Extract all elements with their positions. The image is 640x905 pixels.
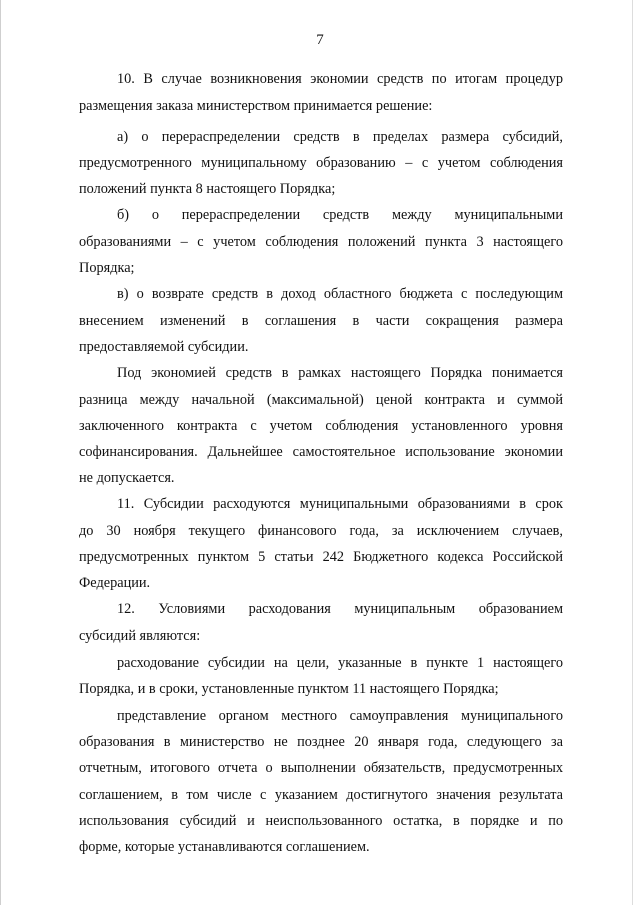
condition-2-line-1: представление органом местного самоуправления муниципального [117, 708, 563, 724]
condition-2-line-6: форме, которые устанавливаются соглашением. [79, 839, 370, 855]
item-11-line-3: предусмотренных пунктом 5 статьи 242 Бюджетного кодекса Российской [79, 549, 563, 565]
condition-1-line-2: Порядка, и в сроки, установленные пунктом 11 настоящего Порядка; [79, 681, 499, 697]
condition-2-line-3: отчетным, итогового отчета о выполнении обязательств, предусмотренных [79, 760, 563, 776]
subitem-v-line-1: в) о возврате средств в доход областного бюджета с последующим [117, 286, 563, 302]
economy-line-5: не допускается. [79, 470, 175, 486]
subitem-b-line-2: образованиями – с учетом соблюдения положений пункта 3 настоящего [79, 234, 563, 250]
subitem-b-line-3: Порядка; [79, 260, 135, 276]
item-12-line-2: субсидий являются: [79, 628, 201, 644]
economy-line-2: разница между начальной (максимальной) ценой контракта и суммой [79, 392, 563, 408]
item-11-line-2: до 30 ноября текущего финансового года, за исключением случаев, [79, 523, 563, 539]
item-11-line-1: 11. Субсидии расходуются муниципальными образованиями в срок [117, 496, 563, 512]
item-12-line-1: 12. Условиями расходования муниципальным образованием [117, 601, 563, 617]
subitem-b-line-1: б) о перераспределении средств между муниципальными [117, 207, 563, 223]
subitem-a-line-1: а) о перераспределении средств в пределах размера субсидий, [117, 129, 563, 145]
subitem-v-line-3: предоставляемой субсидии. [79, 339, 249, 355]
condition-1-line-1: расходование субсидии на цели, указанные в пункте 1 настоящего [117, 655, 563, 671]
subitem-a-line-3: положений пункта 8 настоящего Порядка; [79, 181, 336, 197]
condition-2-line-2: образования в министерство не позднее 20 января года, следующего за [79, 734, 563, 750]
economy-line-3: заключенного контракта с учетом соблюдения установленного уровня [79, 418, 563, 434]
scan-left-edge [0, 0, 1, 905]
economy-line-1: Под экономией средств в рамках настоящего Порядка понимается [117, 365, 563, 381]
page-number: 7 [316, 32, 324, 48]
item-10-line-2: размещения заказа министерством принимается решение: [79, 98, 433, 114]
economy-line-4: софинансирования. Дальнейшее самостоятельное использование экономии [79, 444, 563, 460]
condition-2-line-4: соглашением, в том числе с указанием достигнутого значения результата [79, 787, 563, 803]
subitem-v-line-2: внесением изменений в соглашения в части сокращения размера [79, 313, 563, 329]
item-11-line-4: Федерации. [79, 575, 151, 591]
condition-2-line-5: использования субсидий и неиспользованного остатка, в порядке и по [79, 813, 563, 829]
item-10-line-1: 10. В случае возникновения экономии средств по итогам процедур [117, 71, 563, 87]
scan-right-edge [632, 0, 633, 905]
subitem-a-line-2: предусмотренного муниципальному образованию – с учетом соблюдения [79, 155, 563, 171]
